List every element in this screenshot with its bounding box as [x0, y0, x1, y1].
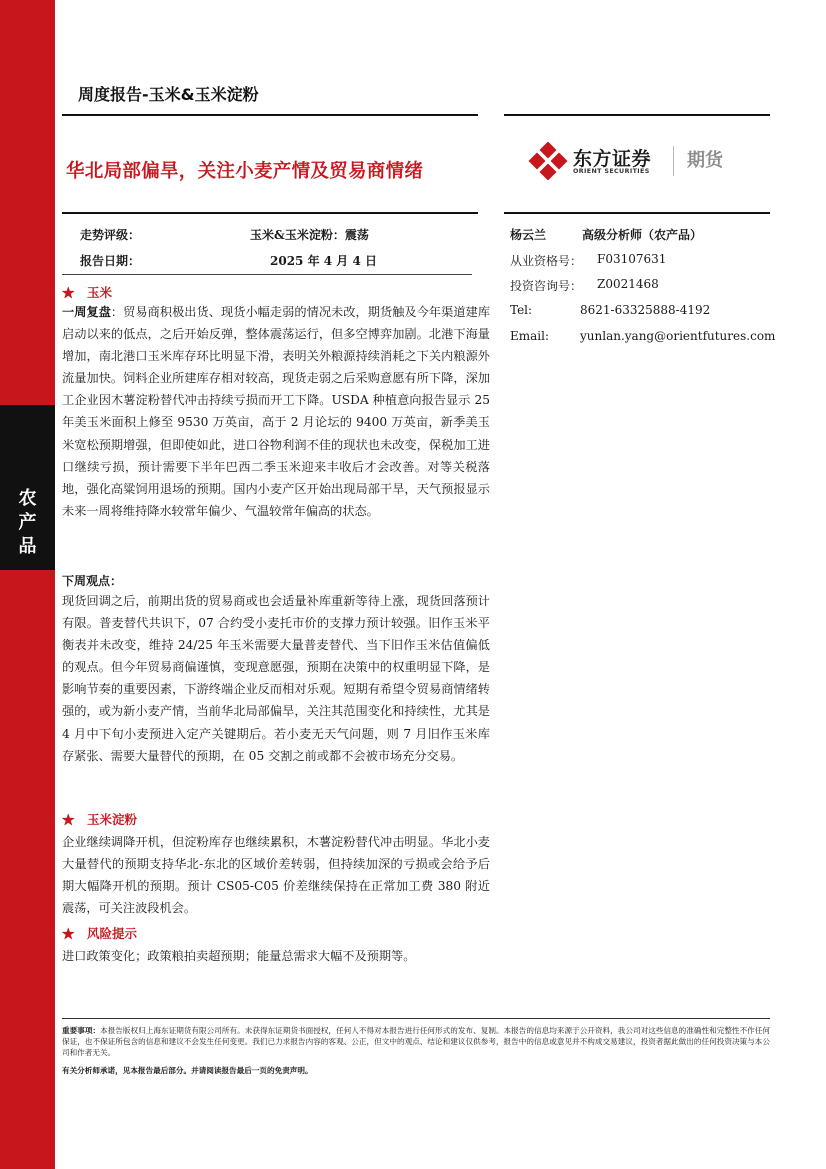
- analyst-row-label: Tel:: [510, 303, 533, 317]
- date-label: 报告日期：: [80, 254, 141, 268]
- analyst-row-value: Z0021468: [597, 277, 659, 291]
- analyst-row-value: 8621-63325888-4192: [580, 303, 711, 317]
- analyst-row-value: F03107631: [597, 252, 667, 266]
- logo-name-cn: 东方证券: [573, 148, 652, 170]
- header-rule-left: [62, 114, 478, 116]
- analyst-email[interactable]: yunlan.yang@orientfutures.com: [580, 329, 776, 343]
- disclaimer-text: 重要事项：本报告版权归上海东证期货有限公司所有。未获得东证期货书面授权，任何人不得对本报告进行任何形式的发布、复制。本报告的信息均来源于公开资料，我公司对这些信息的准确性和完整性不作任何保证，也不保证所包含的信息和建议不会发生任何变更。我们已力求报告内容的客观、公正，但文中的观点、结论和建议仅供参考，报告中的信息或意见并不构成交易建议，投资者据此做出的任何投资决策与本公司和作者无关。: [62, 1026, 771, 1058]
- rating-label: 走势评级：: [80, 228, 141, 242]
- logo-suffix: 期货: [687, 150, 723, 171]
- disclaimer-commitment: 有关分析师承诺，见本报告最后部分。并请阅读报告最后一页的免责声明。: [62, 1066, 313, 1075]
- date-value: 2025 年 4 月 4 日: [270, 254, 377, 268]
- analyst-rule-top: [504, 212, 770, 214]
- sidebar-red-top: [0, 0, 55, 405]
- starch-text: 企业继续调降开机，但淀粉库存也继续累积，木薯淀粉替代冲击明显。华北小麦大量替代的预期支持华北-东北的区域价差转弱，但持续加深的亏损或会给予后期大幅降开机的预期。预计 CS05-C05 价差继续保持在正常加工费 380 附近震荡，可关注波段机会。: [62, 835, 490, 916]
- report-headline: 华北局部偏旱，关注小麦产情及贸易商情绪: [66, 161, 424, 182]
- section-heading-corn: ★ 玉米: [62, 285, 113, 300]
- meta-rule-top: [62, 212, 478, 214]
- disclaimer-rule: [62, 1018, 770, 1019]
- rating-value: 玉米&玉米淀粉：震荡: [250, 228, 369, 242]
- corn-outlook-text: 现货回调之后，前期出货的贸易商或也会适量补库重新等待上涨，现货回落预计有限。普麦替代共识下，07 合约受小麦托市价的支撑力预计较强。旧作玉米平衡表并未改变，维持 24/25 年玉米需要大量普麦替代、当下旧作玉米估值偏低的观点。但今年贸易商偏谨慎，变现意愿强，预期在决策中的权重明显下降，是影响节奏的重要因素，下游终端企业反而相对乐观。短期有希望令贸易商情绪转强的，或为新小麦产情，当前华北局部偏旱，关注其范围变化和持续性，尤其是 4 月中下旬小麦预进入定产关键期后。若小麦无天气问题，则 7 月旧作玉米库存紧张、需要大量替代的预期，在 05 交割之前或都不会被市场充分交易。: [62, 594, 490, 763]
- risk-text: 进口政策变化；政策粮拍卖超预期；能量总需求大幅不及预期等。: [62, 949, 416, 963]
- header-rule-right: [504, 114, 770, 116]
- analyst-row-label: 投资咨询号：: [510, 279, 583, 293]
- sidebar-category-label: 农产品: [18, 488, 37, 557]
- corn-outlook-label: 下周观点：: [62, 574, 123, 588]
- analyst-name: 杨云兰: [510, 228, 547, 242]
- section-heading-risk: ★ 风险提示: [62, 926, 138, 941]
- sidebar-red-bottom: [0, 570, 55, 1169]
- sidebar-category-block: [0, 405, 55, 570]
- analyst-row-label: 从业资格号：: [510, 254, 583, 268]
- logo-name-en: ORIENT SECURITIES: [573, 168, 650, 175]
- section-heading-starch: ★ 玉米淀粉: [62, 812, 138, 827]
- analyst-title: 高级分析师（农产品）: [582, 228, 703, 242]
- corn-weekly-review: 一周复盘：贸易商积极出货、现货小幅走弱的情况未改，期货触及今年渠道建库启动以来的低点，之后开始反弹，整体震荡运行，但多空博弈加剧。北港下海量增加，南北港口玉米库存环比明显下滑，表明关外粮源持续消耗之下关内粮源外流量加快。饲料企业所建库存相对较高，现货走弱之后采购意愿有所下降，深加工企业因木薯淀粉替代冲击持续亏损而开工下降。USDA 种植意向报告显示 25 年美玉米面积上修至 9530 万英亩，高于 2 月论坛的 9400 万英亩，新季美玉米宽松预期增强，但即使如此，进口谷物利润不佳的现状也未改变，保税加工进口继续亏损，预计需要下半年巴西二季玉米迎来丰收后才会改善。对等关税落地，强化高粱饲用退场的预期。国内小麦产区开始出现局部干旱，天气预报显示未来一周将维持降水较常年偏少、气温较常年偏高的状态。: [62, 305, 491, 518]
- series-title: 周度报告-玉米&玉米淀粉: [78, 85, 259, 104]
- meta-rule-bottom: [62, 274, 472, 275]
- logo-divider: [673, 146, 674, 176]
- orient-logo-icon: [528, 142, 568, 180]
- analyst-row-label: Email:: [510, 329, 550, 343]
